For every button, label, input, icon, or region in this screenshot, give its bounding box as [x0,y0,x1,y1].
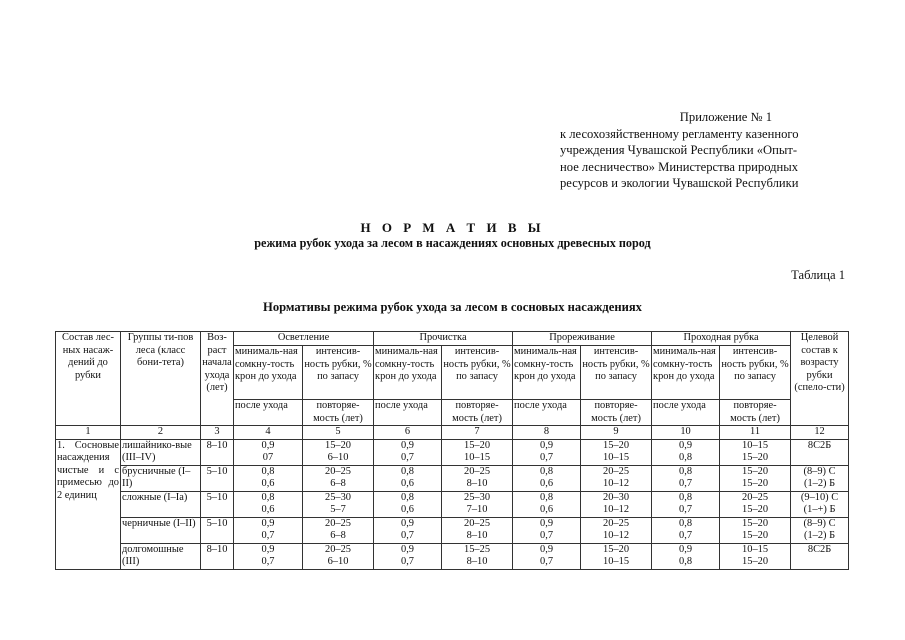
value-before: 15–20 [603,439,630,451]
value-after: 0,7 [679,530,693,541]
header-intensity: интенсив-ность рубки, % по запасу [581,346,652,400]
intensity-cell [442,491,513,517]
intensity-cell [581,543,652,569]
forest-type-cell: сложные (I–Ia) [121,491,201,517]
value-before: 20–25 [325,543,351,555]
age-cell: 8–10 [201,543,234,569]
value-before: 0,8 [540,491,554,503]
target-composition-cell [791,543,849,569]
intensity-cell [581,491,652,517]
density-cell [513,543,581,569]
value-before: 25–30 [325,491,351,503]
header-after-care: после ухода [652,400,720,426]
density-cell [652,465,720,491]
column-number: 7 [442,426,513,440]
value-after: 10–12 [603,504,630,515]
value-after: 0,7 [401,530,415,541]
value-after: 0,7 [540,556,554,567]
appendix-line: ресурсов и экологии Чувашской Республики [560,176,799,190]
column-number: 6 [374,426,442,440]
value-before: 0,8 [401,465,415,477]
value-before: 0,9 [261,517,275,529]
intensity-cell [442,439,513,465]
intensity-cell [442,543,513,569]
header-min-density: минималь-ная сомкну-тость крон до ухода [513,346,581,400]
value-before: 0,9 [540,543,554,555]
value-before: 0,9 [401,439,415,451]
value-after: 0,7 [401,452,415,463]
value-before: 20–30 [603,491,630,503]
appendix-title: Приложение № 1 [679,110,772,124]
value-before: 15–20 [464,439,491,451]
value-after: 0,6 [261,478,275,489]
table-row [56,465,849,491]
target-line: (1–2) Б [804,530,836,541]
header-group-passing-cut: Проходная рубка [652,332,791,346]
density-cell [374,465,442,491]
header-repeatability: повторяе-мость (лет) [442,400,513,426]
value-before: 0,8 [679,465,693,477]
value-before: 25–30 [464,491,491,503]
header-group-clearing: Осветление [234,332,374,346]
target-line: 8С2Б [807,439,832,451]
forest-type-cell: долгомошные (III) [121,543,201,569]
value-before: 0,9 [401,517,415,529]
target-line [792,452,847,465]
target-line: (9–10) С [800,491,839,503]
column-number: 10 [652,426,720,440]
intensity-cell [442,465,513,491]
value-before: 0,9 [401,543,415,555]
value-after: 10–15 [464,452,491,463]
intensity-cell [303,439,374,465]
density-cell [234,465,303,491]
value-before: 10–15 [742,543,769,555]
value-after: 0,7 [679,478,693,489]
header-target: Целевой состав к возрасту рубки (спело-сти) [791,332,849,426]
value-before: 20–25 [603,465,630,477]
density-cell [374,439,442,465]
density-cell [652,517,720,543]
value-after: 10–15 [603,556,630,567]
value-before: 20–25 [603,517,630,529]
value-before: 20–25 [742,491,769,503]
value-after: 6–10 [327,452,349,463]
value-after: 5–7 [330,504,346,515]
value-before: 0,8 [679,491,693,503]
density-cell [513,465,581,491]
document-subtitle: режима рубок ухода за лесом в насаждениях основных древесных пород [254,236,651,250]
norms-table [55,331,849,570]
forest-type-cell: брусничные (I–II) [121,465,201,491]
value-after: 07 [262,452,274,463]
header-age: Воз-раст начала ухода (лет) [201,332,234,426]
value-after: 6–8 [330,530,346,541]
value-after: 0,7 [540,530,554,541]
value-after: 15–20 [742,530,769,541]
header-after-care: после ухода [234,400,303,426]
column-number: 3 [201,426,234,440]
value-after: 10–12 [603,478,630,489]
target-line: (1–2) Б [804,478,836,489]
value-after: 0,8 [679,452,693,463]
value-after: 0,8 [679,556,693,567]
target-line: (8–9) С [803,517,836,529]
value-before: 15–20 [325,439,351,451]
value-before: 0,9 [679,439,693,451]
value-after: 6–8 [330,478,346,489]
forest-type-cell: черничные (I–II) [121,517,201,543]
column-number: 1 [56,426,121,440]
value-before: 20–25 [325,465,351,477]
age-cell: 5–10 [201,517,234,543]
density-cell [652,491,720,517]
density-cell [374,491,442,517]
intensity-cell [581,439,652,465]
header-min-density: минималь-ная сомкну-тость крон до ухода [374,346,442,400]
intensity-cell [303,543,374,569]
density-cell [513,439,581,465]
density-cell [234,543,303,569]
value-after: 0,7 [679,504,693,515]
value-after: 0,6 [401,504,415,515]
header-repeatability: повторяе-мость (лет) [581,400,652,426]
appendix-line: ное лесничество» Министерства природных [560,159,799,174]
intensity-cell [720,517,791,543]
intensity-cell [303,491,374,517]
intensity-cell [720,465,791,491]
value-after: 6–10 [327,556,349,567]
target-composition-cell [791,439,849,465]
value-after: 0,6 [261,504,275,515]
value-before: 0,9 [261,439,275,451]
value-before: 0,8 [540,465,554,477]
value-after: 15–20 [742,556,769,567]
table-row [56,543,849,569]
header-repeatability: повторяе-мость (лет) [720,400,791,426]
value-before: 20–25 [464,517,491,529]
appendix-line: к лесохозяйственному регламенту казенного [560,126,799,141]
table-number: Таблица 1 [791,268,845,282]
density-cell [374,517,442,543]
value-before: 15–20 [742,465,769,477]
age-cell: 5–10 [201,465,234,491]
column-number: 4 [234,426,303,440]
intensity-cell [303,465,374,491]
density-cell [652,439,720,465]
value-before: 0,8 [679,517,693,529]
value-after: 15–20 [742,452,769,463]
value-after: 0,7 [261,556,275,567]
density-cell [374,543,442,569]
value-before: 0,9 [540,439,554,451]
value-after: 8–10 [466,478,488,489]
value-after: 0,6 [401,478,415,489]
header-composition: Состав лес-ных насаж-дений до рубки [56,332,121,426]
header-repeatability: повторяе-мость (лет) [303,400,374,426]
value-after: 8–10 [466,530,488,541]
value-after: 15–20 [742,478,769,489]
value-after: 0,6 [540,478,554,489]
value-before: 0,8 [401,491,415,503]
header-group-cleaning: Прочистка [374,332,513,346]
table-row [56,439,849,465]
value-before: 0,8 [261,491,275,503]
header-forest-types: Группы ти-пов леса (класс бони-тета) [121,332,201,426]
target-line: (1–+) Б [803,504,836,515]
header-intensity: интенсив-ность рубки, % по запасу [303,346,374,400]
value-before: 0,8 [261,465,275,477]
age-cell: 8–10 [201,439,234,465]
value-after: 0,7 [261,530,275,541]
value-before: 15–20 [742,517,769,529]
density-cell [234,439,303,465]
density-cell [513,517,581,543]
target-line: (8–9) С [803,465,836,477]
value-before: 0,9 [261,543,275,555]
intensity-cell [720,439,791,465]
target-line: 8С2Б [807,543,832,555]
intensity-cell [720,543,791,569]
value-after: 8–10 [466,556,488,567]
column-number: 11 [720,426,791,440]
value-after: 15–20 [742,504,769,515]
header-min-density: минималь-ная сомкну-тость крон до ухода [652,346,720,400]
header-after-care: после ухода [374,400,442,426]
value-after: 0,7 [540,452,554,463]
forest-type-cell: лишайнико-вые (III–IV) [121,439,201,465]
value-after: 0,7 [401,556,415,567]
intensity-cell [442,517,513,543]
value-after: 10–15 [603,452,630,463]
header-intensity: интенсив-ность рубки, % по запасу [720,346,791,400]
column-number: 8 [513,426,581,440]
composition-cell: 1. Сосновые насаждения чистые и с примесью до 2 единиц [56,439,121,569]
target-composition-cell [791,491,849,517]
value-before: 20–25 [325,517,351,529]
target-composition-cell [791,517,849,543]
intensity-cell [303,517,374,543]
value-before: 0,9 [679,543,693,555]
header-min-density: минималь-ная сомкну-тость крон до ухода [234,346,303,400]
appendix-line: учреждения Чувашской Республики «Опыт- [560,143,798,157]
target-line [792,556,847,569]
intensity-cell [581,517,652,543]
table-row [56,517,849,543]
density-cell [513,491,581,517]
column-number: 9 [581,426,652,440]
value-before: 15–20 [603,543,630,555]
appendix-block [560,109,842,192]
density-cell [234,491,303,517]
document-title: Н О Р М А Т И В Ы [360,220,545,235]
column-number: 2 [121,426,201,440]
header-group-thinning: Прореживание [513,332,652,346]
value-before: 10–15 [742,439,769,451]
density-cell [234,517,303,543]
value-after: 0,6 [540,504,554,515]
value-after: 10–12 [603,530,630,541]
table-title: Нормативы режима рубок ухода за лесом в сосновых насаждениях [263,300,642,314]
value-after: 7–10 [466,504,488,515]
age-cell: 5–10 [201,491,234,517]
intensity-cell [720,491,791,517]
intensity-cell [581,465,652,491]
value-before: 0,9 [540,517,554,529]
column-number: 12 [791,426,849,440]
table-row [56,491,849,517]
value-before: 20–25 [464,465,491,477]
header-after-care: после ухода [513,400,581,426]
target-composition-cell [791,465,849,491]
density-cell [652,543,720,569]
column-number: 5 [303,426,374,440]
header-intensity: интенсив-ность рубки, % по запасу [442,346,513,400]
value-before: 15–25 [464,543,491,555]
